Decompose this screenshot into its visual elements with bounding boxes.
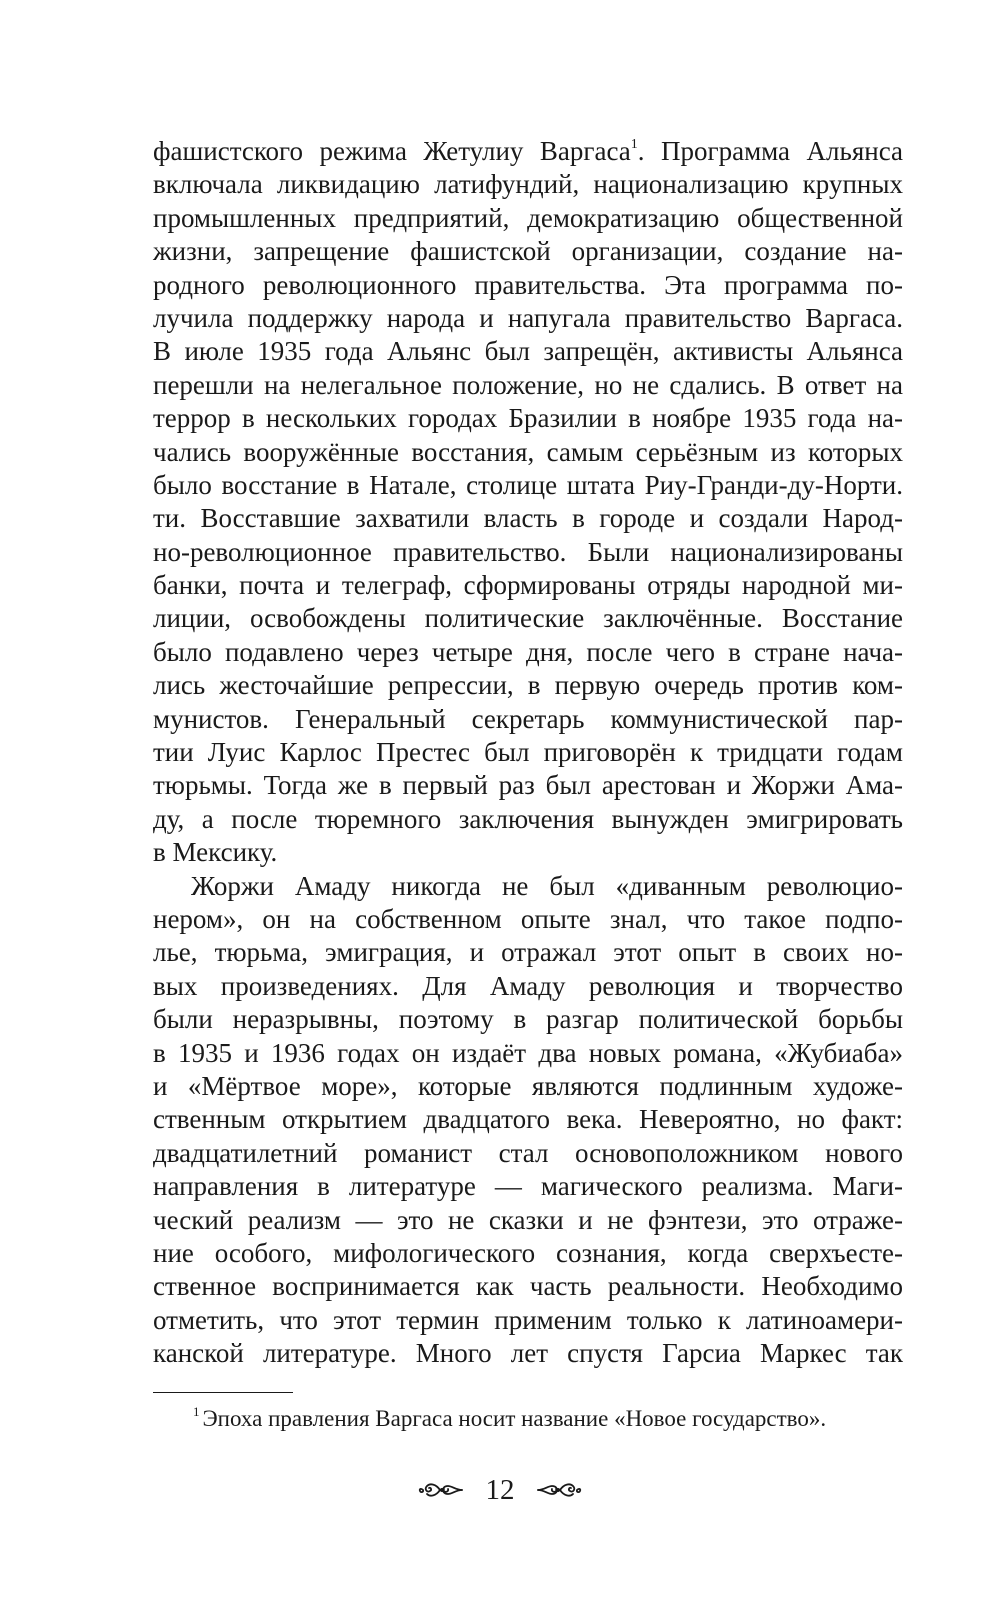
text-line: ду, а после тюремного заключения вынужден эмигрировать: [153, 803, 903, 834]
text-line: и «Мёртвое море», которые являются подлинным художе-: [153, 1070, 903, 1101]
text-line: лись жесточайшие репрессии, в первую очередь против ком-: [153, 670, 903, 701]
text-line: террор в нескольких городах Бразилии в ноябре 1935 года на-: [153, 403, 903, 434]
text-line: ческий реализм — это не сказки и не фэнтези, это отраже-: [153, 1204, 903, 1235]
text-line: родного революционного правительства. Эта программа по-: [153, 269, 903, 300]
text-line: канской литературе. Много лет спустя Гарсиа Маркес так: [153, 1338, 903, 1369]
footnote-text: Эпоха правления Варгаса носит название «Новое государство».: [202, 1406, 827, 1431]
text-line: тюрьмы. Тогда же в первый раз был арестован и Жоржи Ама-: [153, 770, 903, 801]
text-line: направления в литературе — магического реализма. Маги-: [153, 1171, 903, 1202]
footnote-divider: [153, 1392, 293, 1393]
text-line-1: фашистского режима Жетулиу Варгаса$^1$. Программа Альянса: [153, 136, 903, 166]
text-line: банки, почта и телеграф, сформированы отряды народной ми-: [153, 570, 903, 601]
text-line: мунистов. Генеральный секретарь коммунистической пар-: [153, 703, 903, 734]
body-text: [153, 135, 903, 1370]
text-line: ние особого, мифологического сознания, когда сверхъесте-: [153, 1237, 903, 1268]
text-line: лучила поддержку народа и напугала правительство Варгаса.: [153, 302, 903, 333]
text-line: включала ликвидацию латифундий, национализацию крупных: [153, 169, 903, 200]
text-line: ственное воспринимается как часть реальности. Необходимо: [153, 1271, 903, 1302]
footnote-reference[interactable]: 1: [630, 137, 638, 152]
fleuron-ornament-icon: [534, 1478, 582, 1502]
text-line: жизни, запрещение фашистской организации, создание на-: [153, 236, 903, 267]
footnote: [193, 1404, 903, 1434]
page-folio: [0, 1470, 1000, 1508]
text-line: ственным открытием двадцатого века. Невероятно, но факт:: [153, 1104, 903, 1135]
text-line: нером», он на собственном опыте знал, что такое подпо-: [153, 903, 903, 934]
text-line: промышленных предприятий, демократизацию общественной: [153, 202, 903, 233]
text-line: вых произведениях. Для Амаду революция и творчество: [153, 970, 903, 1001]
text-line: были неразрывны, поэтому в разгар политической борьбы: [153, 1004, 903, 1035]
text-line: но-революционное правительство. Были национализированы: [153, 536, 903, 567]
text-line: ти. Восставшие захватили власть в городе и создали Народ-: [153, 503, 903, 534]
page-number: 12: [485, 1474, 515, 1507]
text-line: тии Луис Карлос Престес был приговорён к тридцати годам: [153, 737, 903, 768]
text-line: лиции, освобождены политические заключённые. Восстание: [153, 603, 903, 634]
text-line: в Мексику.: [153, 837, 278, 868]
text-line: чались вооружённые восстания, самым серьёзным из которых: [153, 436, 903, 467]
text-line: в 1935 и 1936 годах он издаёт два новых романа, «Жубиаба»: [153, 1037, 903, 1068]
text-line: В июле 1935 года Альянс был запрещён, активисты Альянса: [153, 336, 903, 367]
footnote-marker: 1: [193, 1404, 200, 1419]
fleuron-ornament-icon: [418, 1478, 466, 1502]
text-line: лье, тюрьма, эмиграция, и отражал этот опыт в своих но-: [153, 937, 903, 968]
paragraph-start-line: Жоржи Амаду никогда не был «диванным революцио-: [191, 870, 903, 901]
text-line: отметить, что этот термин применим только к латиноамери-: [153, 1304, 903, 1335]
text-line: двадцатилетний романист стал основоположником нового: [153, 1137, 903, 1168]
text-line: было восстание в Натале, столице штата Риу-Гранди-ду-Норти.: [153, 469, 903, 500]
text-line: было подавлено через четыре дня, после чего в стране нача-: [153, 636, 903, 667]
text-line: перешли на нелегальное положение, но не сдались. В ответ на: [153, 369, 903, 400]
